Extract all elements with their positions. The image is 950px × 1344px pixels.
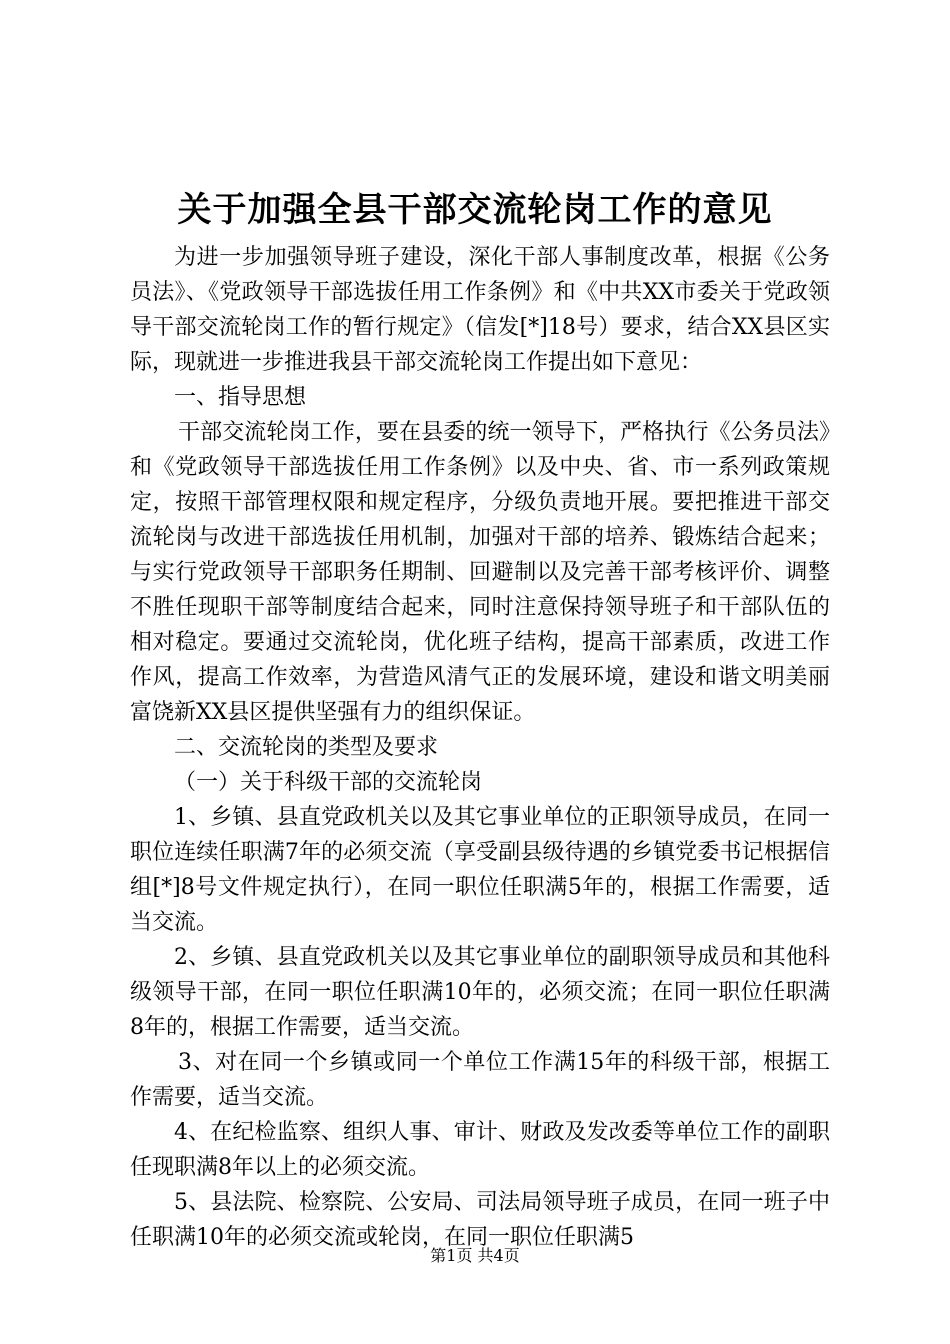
list-item-4: 4、在纪检监察、组织人事、审计、财政及发改委等单位工作的副职任现职满8年以上的必须交流。 (130, 1120, 830, 1180)
list-item-3: 3、对在同一个乡镇或同一个单位工作满15年的科级干部，根据工作需要，适当交流。 (130, 1050, 830, 1110)
list-item-5: 5、县法院、检察院、公安局、司法局领导班子成员，在同一班子中任职满10年的必须交流或轮岗，在同一职位任职满5 (130, 1190, 830, 1250)
subheading-section-level-cadres: （一）关于科级干部的交流轮岗 (174, 770, 483, 795)
heading-types-and-requirements: 二、交流轮岗的类型及要求 (174, 735, 439, 760)
paragraph-intro: 为进一步加强领导班子建设，深化干部人事制度改革，根据《公务员法》、《党政领导干部选拔任用工作条例》和《中共XX市委关于党政领导干部交流轮岗工作的暂行规定》（信发[*]18号）要求，结合XX县区实际，现就进一步推进我县干部交流轮岗工作提出如下意见： (130, 245, 830, 375)
document-title: 关于加强全县干部交流轮岗工作的意见 (177, 190, 773, 230)
paragraph-guiding-ideology: 干部交流轮岗工作，要在县委的统一领导下，严格执行《公务员法》和《党政领导干部选拔任用工作条例》以及中央、省、市一系列政策规定，按照干部管理权限和规定程序，分级负责地开展。要把推进干部交流轮岗与改进干部选拔任用机制，加强对干部的培养、锻炼结合起来；与实行党政领导干部职务任期制、回避制以及完善干部考核评价、调整不胜任现职干部等制度结合起来，同时注意保持领导班子和干部队伍的相对稳定。要通过交流轮岗，优化班子结构，提高干部素质，改进工作作风，提高工作效率，为营造风清气正的发展环境，建设和谐文明美丽富饶新XX县区提供坚强有力的组织保证。 (130, 420, 830, 725)
list-item-2: 2、乡镇、县直党政机关以及其它事业单位的副职领导成员和其他科级领导干部，在同一职位任职满10年的，必须交流；在同一职位任职满8年的，根据工作需要，适当交流。 (130, 945, 830, 1040)
list-item-1: 1、乡镇、县直党政机关以及其它事业单位的正职领导成员，在同一职位连续任职满7年的必须交流（享受副县级待遇的乡镇党委书记根据信组[*]8号文件规定执行），在同一职位任职满5年的，根据工作需要，适当交流。 (130, 805, 830, 935)
page-number: 第1页 共4页 (430, 1246, 520, 1265)
heading-guiding-ideology: 一、指导思想 (174, 385, 307, 410)
document-body (130, 240, 830, 1255)
